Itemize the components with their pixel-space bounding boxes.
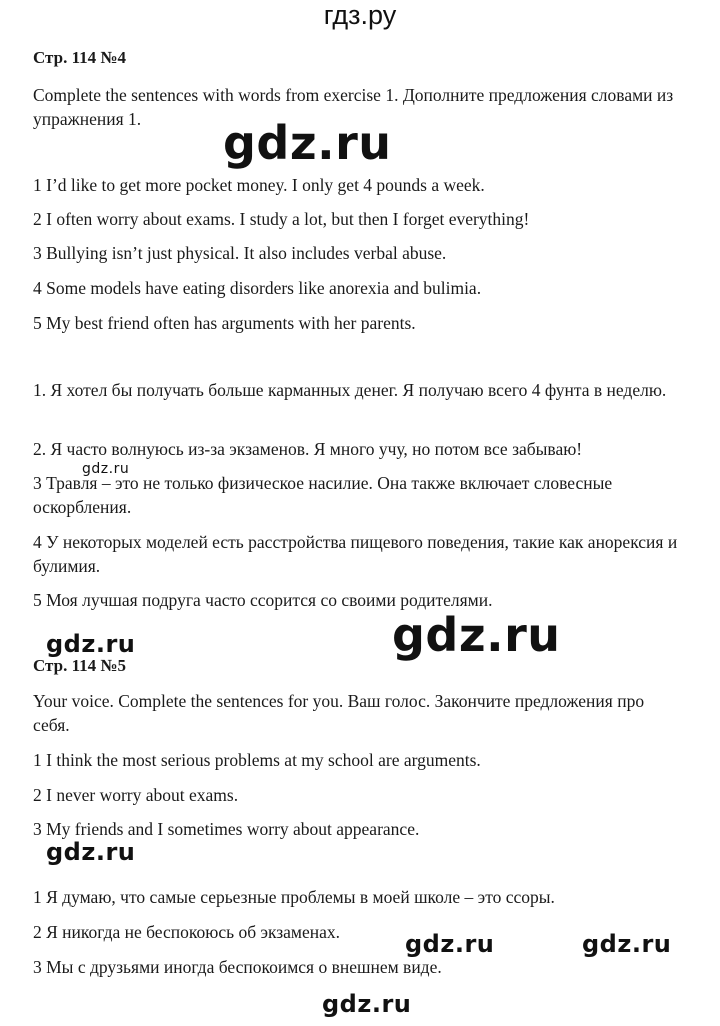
exercise-4-english-line: 2 I often worry about exams. I study a lot, but then I forget everything! bbox=[33, 209, 530, 229]
exercise-5-russian-line: 1 Я думаю, что самые серьезные проблемы в моей школе – это ссоры. bbox=[33, 887, 555, 907]
exercise-4-russian-line: 3 Травля – это не только физическое насилие. Она также включает словесные оскорбления. bbox=[33, 473, 613, 517]
watermark: gdz.ru bbox=[405, 930, 495, 958]
exercise-4-russian-line: 4 У некоторых моделей есть расстройства пищевого поведения, такие как анорексия и булимия. bbox=[33, 532, 678, 576]
exercise-4-english-line: 3 Bullying isn’t just physical. It also includes verbal abuse. bbox=[33, 243, 447, 263]
exercise-4-english-line: 1 I’d like to get more pocket money. I only get 4 pounds a week. bbox=[33, 175, 485, 195]
exercise-5-russian-line: 3 Мы с друзьями иногда беспокоимся о внешнем виде. bbox=[33, 957, 442, 977]
exercise-5-english-line: 3 My friends and I sometimes worry about appearance. bbox=[33, 819, 420, 839]
exercise-4-russian-line: 2. Я часто волнуюсь из-за экзаменов. Я много учу, но потом все забываю! bbox=[33, 439, 583, 459]
watermark: gdz.ru bbox=[392, 608, 561, 662]
exercise-4-russian-line: 1. Я хотел бы получать больше карманных денег. Я получаю всего 4 фунта в неделю. bbox=[33, 380, 667, 400]
exercise-5-english-line: 1 I think the most serious problems at my school are arguments. bbox=[33, 750, 481, 770]
watermark: gdz.ru bbox=[582, 930, 672, 958]
exercise-4-instruction: Complete the sentences with words from exercise 1. Дополните предложения словами из упражнения 1. bbox=[33, 85, 674, 129]
exercise-5-heading: Стр. 114 №5 bbox=[33, 656, 126, 675]
watermark: gdz.ru bbox=[322, 990, 412, 1018]
exercise-5-instruction: Your voice. Complete the sentences for you. Ваш голос. Закончите предложения про себя. bbox=[33, 691, 645, 735]
watermark: gdz.ru bbox=[223, 116, 392, 170]
exercise-4-english-line: 5 My best friend often has arguments with her parents. bbox=[33, 313, 416, 333]
watermark: gdz.ru bbox=[82, 461, 130, 477]
site-header: гдз.ру bbox=[323, 0, 397, 30]
exercise-4-heading: Стр. 114 №4 bbox=[33, 48, 126, 67]
exercise-4-russian-line: 5 Моя лучшая подруга часто ссорится со своими родителями. bbox=[33, 590, 493, 610]
exercise-5-russian-line: 2 Я никогда не беспокоюсь об экзаменах. bbox=[33, 922, 341, 942]
watermark: gdz.ru bbox=[46, 838, 136, 866]
exercise-4-english-line: 4 Some models have eating disorders like anorexia and bulimia. bbox=[33, 278, 482, 298]
exercise-5-english-line: 2 I never worry about exams. bbox=[33, 785, 239, 805]
watermark: gdz.ru bbox=[46, 630, 136, 658]
